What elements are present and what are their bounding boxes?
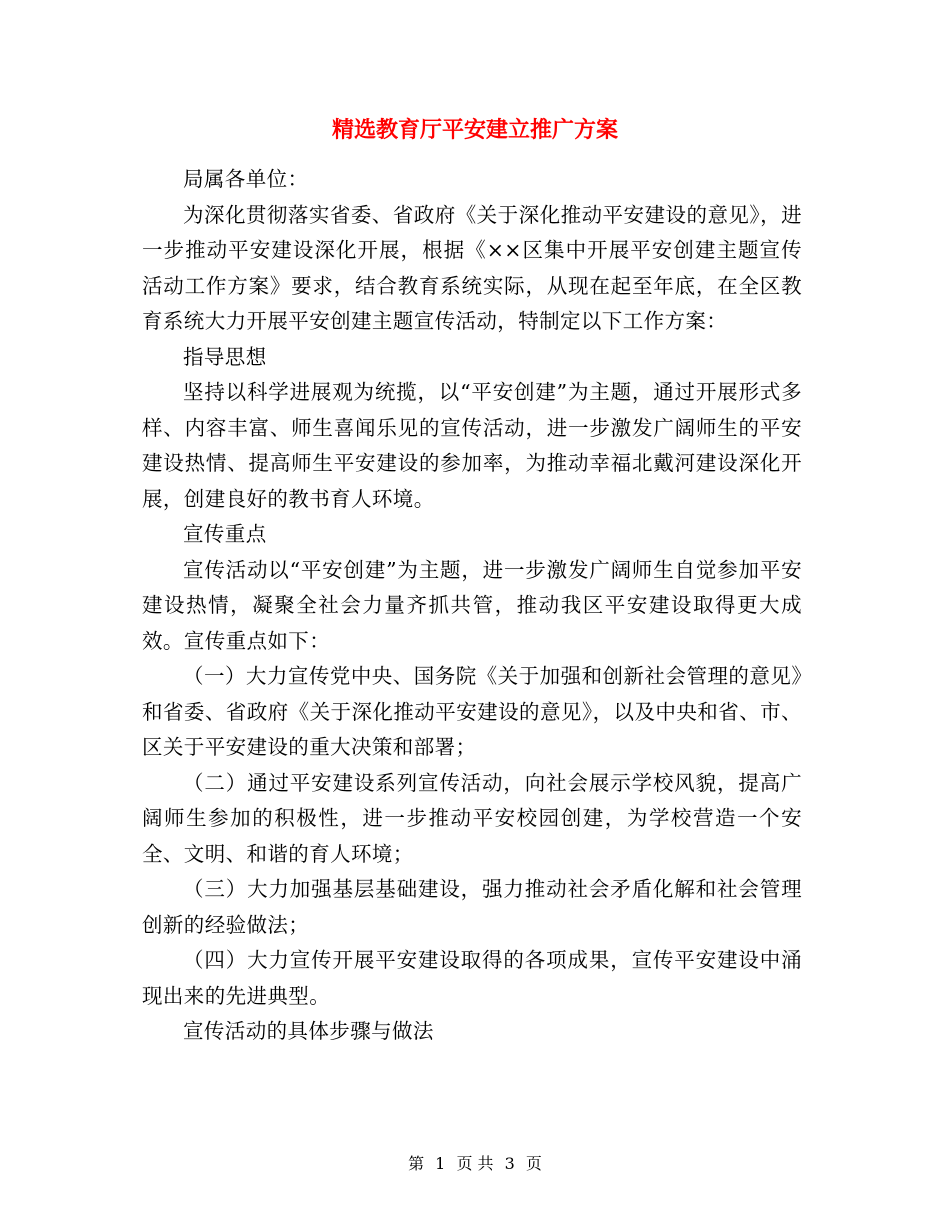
document-body bbox=[142, 162, 802, 1050]
footer-label-page: 第 bbox=[408, 1154, 425, 1173]
focus-item-3: （三）大力加强基层基础建设，强力推动社会矛盾化解和社会管理创新的经验做法； bbox=[142, 877, 802, 937]
section-heading-guiding-ideology: 指导思想 bbox=[183, 344, 267, 369]
focus-item-2: （二）通过平安建设系列宣传活动，向社会展示学校风貌，提高广阔师生参加的积极性，进一步推动平安校园创建，为学校营造一个安全、文明、和谐的育人环境； bbox=[142, 770, 802, 866]
salutation: 局属各单位： bbox=[183, 167, 309, 191]
footer-label-suffix: 页 bbox=[525, 1154, 542, 1173]
footer-label-of: 页 共 bbox=[456, 1154, 494, 1173]
focus-item-1: （一）大力宣传党中央、国务院《关于加强和创新社会管理的意见》和省委、省政府《关于深化推动平安建设的意见》，以及中央和省、市、区关于平安建设的重大决策和部署； bbox=[142, 664, 802, 759]
guiding-ideology-paragraph: 坚持以科学进展观为统揽，以“平安创建”为主题，通过开展形式多样、内容丰富、师生喜闻乐见的宣传活动，进一步激发广阔师生的平安建设热情、提高师生平安建设的参加率，为推动幸福北戴河建设深化开展，创建良好的教书育人环境。 bbox=[142, 380, 802, 511]
footer-current-page: 1 bbox=[435, 1154, 446, 1173]
publicity-focus-paragraph: 宣传活动以“平安创建”为主题，进一步激发广阔师生自觉参加平安建设热情，凝聚全社会力量齐抓共管，推动我区平安建设取得更大成效。宣传重点如下： bbox=[142, 557, 802, 653]
intro-paragraph: 为深化贯彻落实省委、省政府《关于深化推动平安建设的意见》，进一步推动平安建设深化开展，根据《××区集中开展平安创建主题宣传活动工作方案》要求，结合教育系统实际，从现在起至年底，在全区教育系统大力开展平安创建主题宣传活动，特制定以下工作方案： bbox=[142, 202, 802, 333]
section-heading-steps: 宣传活动的具体步骤与做法 bbox=[183, 1019, 434, 1043]
document-title: 精选教育厅平安建立推广方案 bbox=[331, 117, 618, 143]
section-heading-publicity-focus: 宣传重点 bbox=[183, 522, 267, 546]
footer-total-pages: 3 bbox=[504, 1154, 515, 1173]
page-footer bbox=[0, 1152, 950, 1176]
focus-item-4: （四）大力宣传开展平安建设取得的各项成果，宣传平安建设中涌现出来的先进典型。 bbox=[142, 948, 802, 1008]
